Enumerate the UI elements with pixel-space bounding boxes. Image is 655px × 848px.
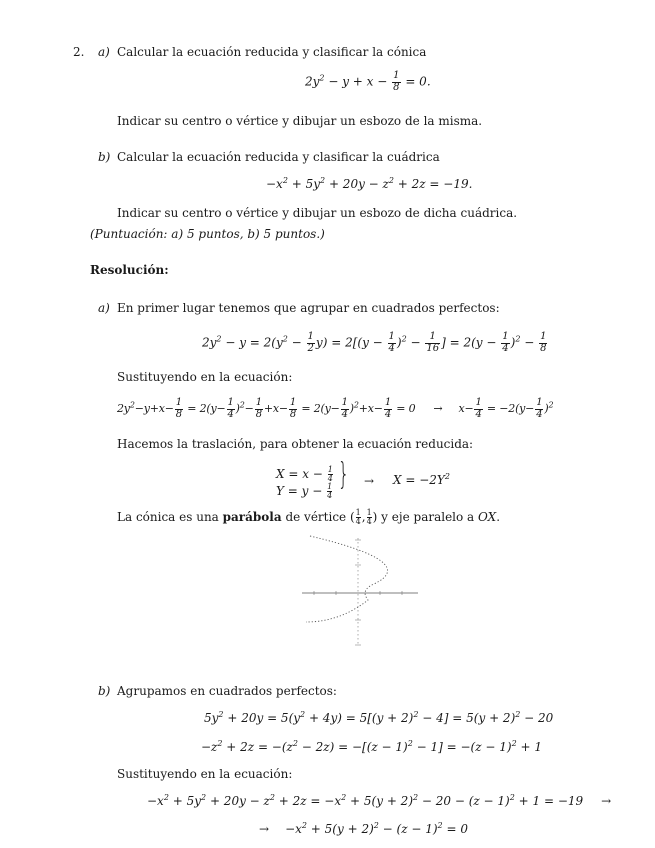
res-b-label: b) <box>98 684 111 698</box>
arrow-icon: → <box>433 402 443 415</box>
conic-conclusion: La cónica es una parábola de vértice ( $\frac{1}{4}$, $\frac{1}{4}$) y eje paralelo a OX. <box>117 508 501 526</box>
part-a-label: a) <box>98 45 110 59</box>
score-note: (Puntuación: a) 5 puntos, b) 5 puntos.) <box>90 227 325 241</box>
res-a-intro: En primer lugar tenemos que agrupar en cuadrados perfectos: <box>117 301 500 315</box>
res-a-substitution: Sustituyendo en la ecuación: <box>117 370 293 384</box>
brace-icon: } <box>337 457 350 492</box>
translation-line-x: X = x − $\frac{1}{4}$ <box>276 465 333 483</box>
part-a-statement: Calcular la ecuación reducida y clasificar la cónica <box>117 45 427 59</box>
res-a-label: a) <box>98 301 110 315</box>
res-b-substitution: Sustituyendo en la ecuación: <box>117 767 293 781</box>
part-b-label: b) <box>98 150 111 164</box>
substituted-equation-b: $-x^2 + 5y^2 + 20y - z^2 + 2z = -x^2 + 5(y + 2)^2 - 20 - (z - 1)^2 + 1 = -19$ → <box>147 793 612 808</box>
perfect-square-equation-z: $-z^2 + 2z = -(z^2 - 2z) = -[(z - 1)^2 - 1] = -(z - 1)^2 + 1$ <box>201 739 542 754</box>
arrow-icon: → <box>364 474 375 488</box>
perfect-square-equation-y: $5y^2 + 20y = 5(y^2 + 4y) = 5[(y + 2)^2 - 4] = 5(y + 2)^2 - 20$ <box>204 710 554 725</box>
arrow-icon: → <box>259 822 270 836</box>
y-axis-ticks <box>355 540 361 645</box>
part-a-instruction: Indicar su centro o vértice y dibujar un esbozo de la misma. <box>117 114 483 128</box>
quadric-equation: $-x^2 + 5y^2 + 20y - z^2 + 2z = -19$. <box>266 176 473 191</box>
translation-line-y: Y = y − $\frac{1}{4}$ <box>276 482 333 500</box>
problem-number: 2. <box>73 45 85 59</box>
conic-equation: $2y^2 - y + x$ − $\frac{1}{8}$ = 0. <box>305 70 431 93</box>
part-b-instruction: Indicar su centro o vértice y dibujar un esbozo de dicha cuádrica. <box>117 206 518 220</box>
parabola-curve <box>306 536 388 622</box>
res-b-intro: Agrupamos en cuadrados perfectos: <box>117 684 337 698</box>
parabola-sketch <box>300 532 424 650</box>
reduced-equation: $X = -2Y^2$ <box>393 472 450 487</box>
final-equation-b: → $-x^2 + 5(y + 2)^2 - (z - 1)^2 = 0$ <box>259 821 468 836</box>
arrow-icon: → <box>601 794 612 808</box>
res-a-translation: Hacemos la traslación, para obtener la ecuación reducida: <box>117 437 474 451</box>
perfect-square-equation-a: $2y^2 - y = 2(y^2$ − $\frac{1}{2}$ y) = 2[(y − $\frac{1}{4}$ )$^2$ − $\frac{1}{16}$ ] = 2(y − $\frac{1}{4}$ )$^2$ − $\frac{1}{8}$ <box>202 331 547 354</box>
part-b-statement: Calcular la ecuación reducida y clasificar la cuádrica <box>117 150 440 164</box>
substituted-equation-a: $2y^2-y+x-$ $\frac{1}{8}$ = 2(y− $\frac{1}{4}$ )$^2$− $\frac{1}{8}$ +x− $\frac{1}{8}$ = 2(y− $\frac{1}{4}$ )$^2$+x− $\frac{1}{4}$ = 0 → x− $\frac{1}{4}$ = −2(y− $\frac{1}{4}$ )$^2$ <box>117 397 554 420</box>
resolution-title: Resolución: <box>90 263 169 277</box>
